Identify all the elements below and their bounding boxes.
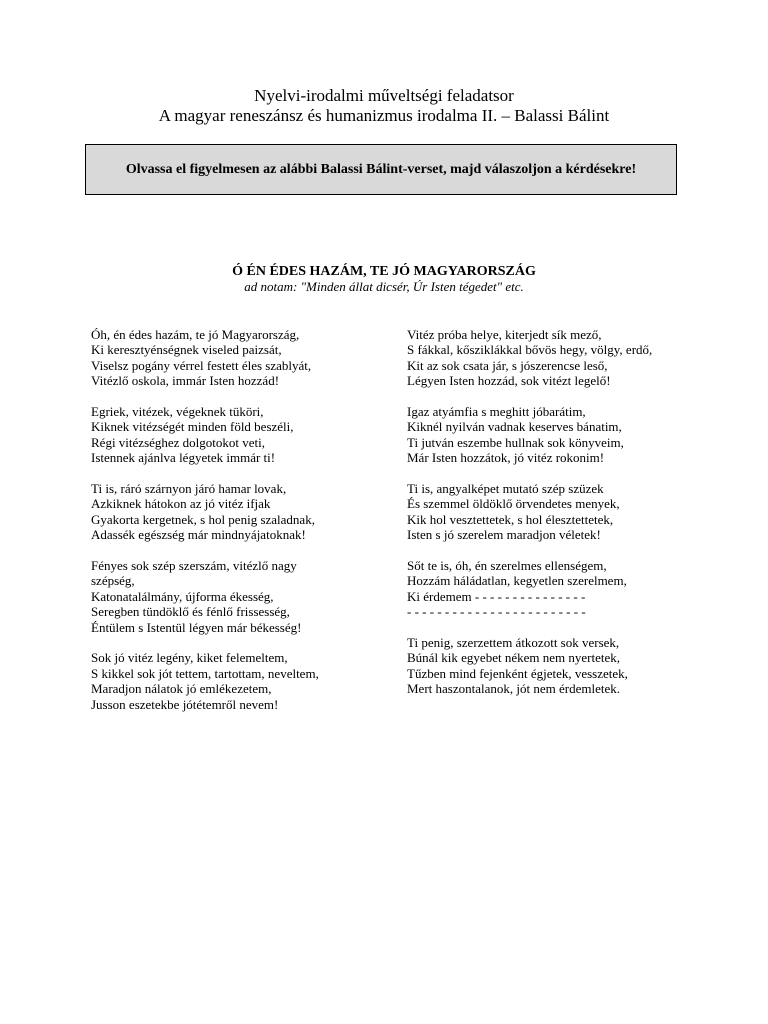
page-header <box>0 86 768 126</box>
poem-line: Seregben tündöklő és fénlő frissesség, <box>91 604 290 620</box>
stanza <box>91 650 381 712</box>
poem-line: Azkiknek hátokon az jó vitéz ifjak <box>91 496 271 512</box>
poem-line: Isten s jó szerelem maradjon véletek! <box>407 527 601 543</box>
stanza <box>91 481 381 543</box>
poem-line: Hozzám háládatlan, kegyetlen szerelmem, <box>407 573 627 589</box>
poem-line: Adassék egészség már mindnyájatoknak! <box>91 527 306 543</box>
poem-line: Ti is, angyalképet mutató szép szüzek <box>407 481 604 497</box>
poem-line: Ki keresztyénségnek viseled paizsát, <box>91 342 282 358</box>
poem-line: Igaz atyámfia s meghitt jóbarátim, <box>407 404 586 420</box>
stanza <box>91 327 381 389</box>
poem-line: Vitézlő oskola, immár Isten hozzád! <box>91 373 280 389</box>
poem-subtitle: ad notam: "Minden állat dicsér, Úr Isten tégedet" etc. <box>244 279 524 294</box>
poem-line: Viselsz pogány vérrel festett éles szablyát, <box>91 357 312 373</box>
poem-line: Régi vitézséghez dolgotokot veti, <box>91 434 266 450</box>
stanza <box>407 327 697 389</box>
poem-line: Gyakorta kergetnek, s hol penig szaladnak, <box>91 511 315 527</box>
poem-line: Maradjon nálatok jó emlékezetem, <box>91 681 272 697</box>
stanza <box>407 635 697 697</box>
stanza <box>407 481 697 543</box>
poem-line: - - - - - - - - - - - - - - - - - - - - - - - - <box>407 604 586 620</box>
poem-line: Egriek, vitézek, végeknek tüköri, <box>91 404 264 420</box>
poem-line: Ki érdemem - - - - - - - - - - - - - - - <box>407 588 586 604</box>
poem-line: Jusson eszetekbe jótétemről nevem! <box>91 696 279 712</box>
poem-line: Katonatalálmány, újforma ékesség, <box>91 588 274 604</box>
poem-line: Kit az sok csata jár, s jószerencse leső, <box>407 357 608 373</box>
poem-line: Kiknek vitézségét minden föld beszéli, <box>91 419 294 435</box>
poem-line: Istennek ajánlva légyetek immár ti! <box>91 450 276 466</box>
poem-line: És szemmel öldöklő örvendetes menyek, <box>407 496 620 512</box>
stanza <box>407 404 697 466</box>
poem-line: Ti is, ráró szárnyon járó hamar lovak, <box>91 481 287 497</box>
poem-line: Már Isten hozzátok, jó vitéz rokonim! <box>407 450 605 466</box>
poem-line: Fényes sok szép szerszám, vitézlő nagy <box>91 558 297 574</box>
stanza <box>407 558 697 620</box>
stanza <box>91 558 381 635</box>
poem-left-column <box>91 327 381 727</box>
poem-line: Ti jutván eszembe hullnak sok könyveim, <box>407 434 624 450</box>
poem-line: S kikkel sok jót tettem, tartottam, neveltem, <box>91 665 319 681</box>
poem-line: Kiknél nyilván vadnak keserves bánatim, <box>407 419 622 435</box>
poem-line: Búnál kik egyebet nékem nem nyertetek, <box>407 650 620 666</box>
poem-line: Ti penig, szerzettem átkozott sok versek, <box>407 635 620 651</box>
instruction-box <box>85 144 677 195</box>
poem-line: Óh, én édes hazám, te jó Magyarország, <box>91 327 300 342</box>
poem-title: Ó ÉN ÉDES HAZÁM, TE JÓ MAGYARORSZÁG <box>232 264 536 279</box>
poem-line: szépség, <box>91 573 135 589</box>
poem-line: Mert haszontalanok, jót nem érdemletek. <box>407 681 620 697</box>
header-title-line2: A magyar reneszánsz és humanizmus irodalma II. – Balassi Bálint <box>158 106 610 125</box>
poem-line: Vitéz próba helye, kiterjedt sík mező, <box>407 327 602 342</box>
poem-line: Éntülem s Istentül légyen már békesség! <box>91 619 302 635</box>
instruction-text: Olvassa el figyelmesen az alábbi Balassi Bálint-verset, majd válaszoljon a kérdésekre! <box>125 161 637 177</box>
poem-line: Kik hol vesztettetek, s hol élesztettetek, <box>407 511 614 527</box>
stanza <box>91 404 381 466</box>
poem-line: S fákkal, kősziklákkal bővös hegy, völgy, erdő, <box>407 342 653 358</box>
poem-line: Sok jó vitéz legény, kiket felemeltem, <box>91 650 288 666</box>
poem-right-column <box>407 327 697 712</box>
poem-line: Légyen Isten hozzád, sok vitézt legelő! <box>407 373 611 389</box>
header-title-line1: Nyelvi-irodalmi műveltségi feladatsor <box>254 86 514 105</box>
poem-line: Tűzben mind fejenként égjetek, vesszetek, <box>407 665 628 681</box>
poem-line: Sőt te is, óh, én szerelmes ellenségem, <box>407 558 607 574</box>
